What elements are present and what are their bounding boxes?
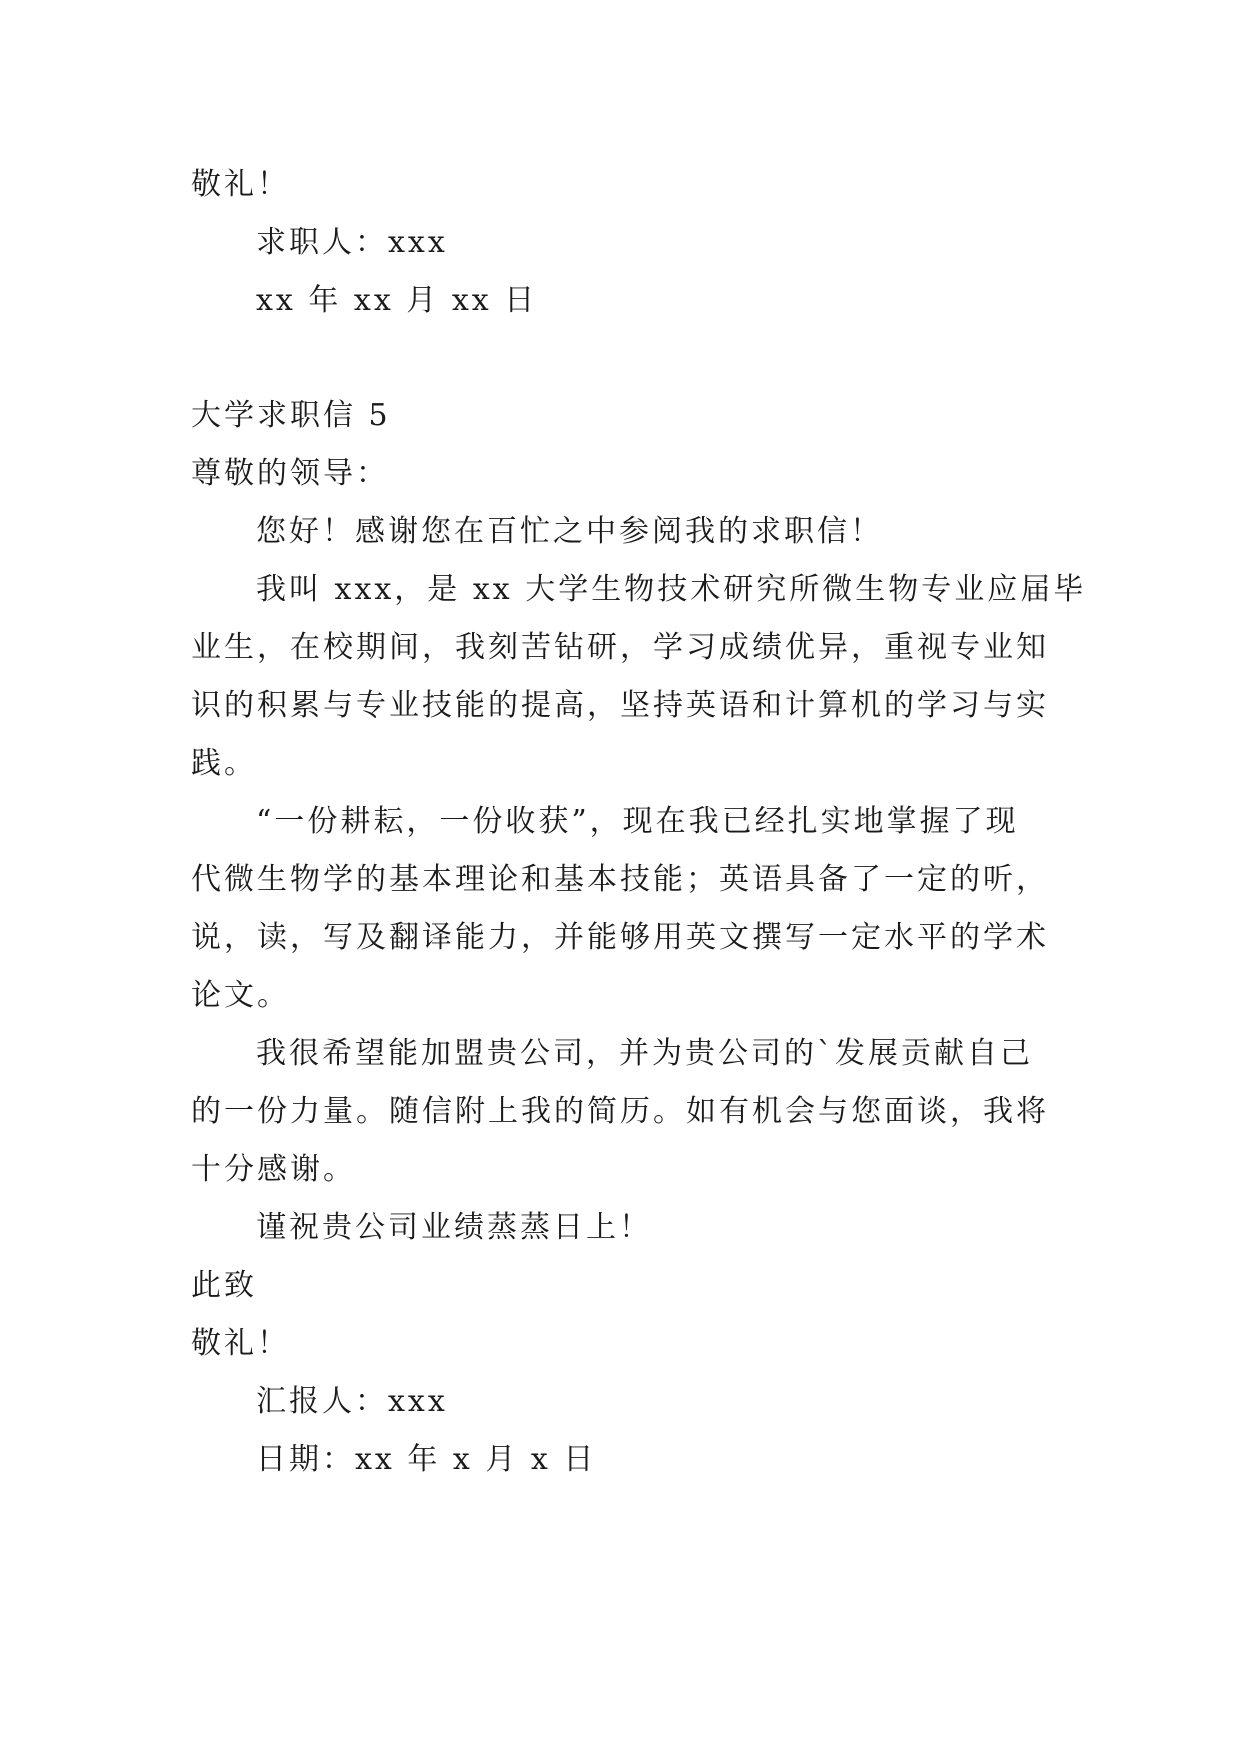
paragraph-3-line-2: 代微生物学的基本理论和基本技能；英语具备了一定的听，: [191, 862, 1049, 897]
paragraph-4-line-1: 我很希望能加盟贵公司，并为贵公司的`发展贡献自己: [256, 1036, 1033, 1071]
paragraph-2-line-2: 业生，在校期间，我刻苦钻研，学习成绩优异，重视专业知: [191, 630, 1049, 665]
paragraph-4-line-2: 的一份力量。随信附上我的简历。如有机会与您面谈，我将: [191, 1094, 1049, 1129]
closing-salute: 敬礼！: [191, 167, 290, 202]
paragraph-1: 您好！感谢您在百忙之中参阅我的求职信！: [256, 514, 883, 549]
closing-ci-zhi: 此致: [191, 1268, 257, 1303]
paragraph-3-line-4: 论文。: [191, 978, 290, 1013]
paragraph-2-line-4: 践。: [191, 746, 257, 781]
reporter-line: 汇报人：xxx: [256, 1384, 448, 1419]
letter-date-line: 日期：xx 年 x 月 x 日: [256, 1442, 597, 1477]
wish-line: 谨祝贵公司业绩蒸蒸日上！: [256, 1210, 652, 1245]
paragraph-3-line-3: 说，读，写及翻译能力，并能够用英文撰写一定水平的学术: [191, 920, 1049, 955]
paragraph-2-line-1: 我叫 xxx，是 xx 大学生物技术研究所微生物专业应届毕: [256, 572, 1087, 607]
letter-title: 大学求职信 5: [191, 398, 391, 433]
letter-greeting: 尊敬的领导：: [191, 456, 389, 491]
paragraph-2-line-3: 识的积累与专业技能的提高，坚持英语和计算机的学习与实: [191, 688, 1049, 723]
date-line: xx 年 xx 月 xx 日: [256, 283, 538, 318]
paragraph-4-line-3: 十分感谢。: [191, 1152, 356, 1187]
closing-salute-2: 敬礼！: [191, 1326, 290, 1361]
signer-line: 求职人：xxx: [256, 225, 448, 260]
paragraph-3-line-1: “一份耕耘，一份收获”，现在我已经扎实地掌握了现: [256, 804, 1019, 839]
